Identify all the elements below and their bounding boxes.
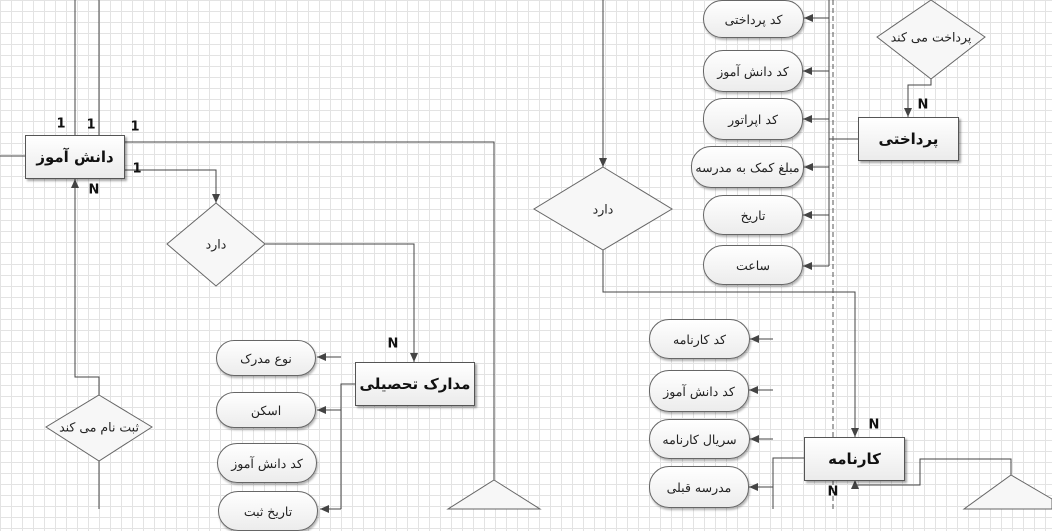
attribute-operator-code[interactable]: کد اپراتور [703,98,803,140]
attribute-registration-date[interactable]: تاریخ ثبت [218,491,318,531]
attribute-school-aid-amount[interactable]: مبلغ کمک به مدرسه [691,146,804,188]
cardinality-label: N [868,417,880,433]
cardinality-label: N [827,484,839,500]
entity-report-card[interactable]: کارنامه [804,437,905,481]
cardinality-label: N [387,336,399,352]
entity-student[interactable]: دانش آموز [25,135,125,179]
connector [773,458,804,509]
relationship-pays-label[interactable]: پرداخت می کند [890,29,972,45]
attribute-date[interactable]: تاریخ [703,195,803,235]
attribute-time[interactable]: ساعت [703,245,803,285]
attribute-report-card-serial[interactable]: سریال کارنامه [649,419,750,459]
attribute-student-code-documents[interactable]: کد دانش آموز [217,443,317,483]
relationship-partial-diamond-bottom [448,480,540,509]
connector [75,179,99,395]
cardinality-label: 1 [56,116,66,132]
relationship-has-documents-label[interactable]: دارد [205,236,227,252]
attribute-previous-school[interactable]: مدرسه قبلی [649,466,749,508]
connector [341,384,355,509]
cardinality-label: N [917,97,929,113]
entity-payment[interactable]: پرداختی [858,117,959,161]
cardinality-label: N [88,182,100,198]
attribute-student-code-report[interactable]: کد دانش آموز [649,370,749,412]
connector [125,142,494,480]
cardinality-label: 1 [132,161,142,177]
attribute-report-card-code[interactable]: کد کارنامه [649,319,750,359]
relationship-has-report-label[interactable]: دارد [592,201,614,217]
relationship-registers-label[interactable]: ثبت نام می کند [59,419,139,435]
cardinality-label: 1 [86,117,96,133]
attribute-student-code-payment[interactable]: کد دانش آموز [703,50,803,92]
entity-documents[interactable]: مدارک تحصیلی [355,362,475,406]
relationship-partial-diamond-right [964,475,1052,509]
attribute-scan[interactable]: اسکن [216,392,316,428]
cardinality-label: 1 [130,119,140,135]
attribute-payment-code[interactable]: کد پرداختی [703,0,804,38]
attribute-document-type[interactable]: نوع مدرک [216,340,316,376]
